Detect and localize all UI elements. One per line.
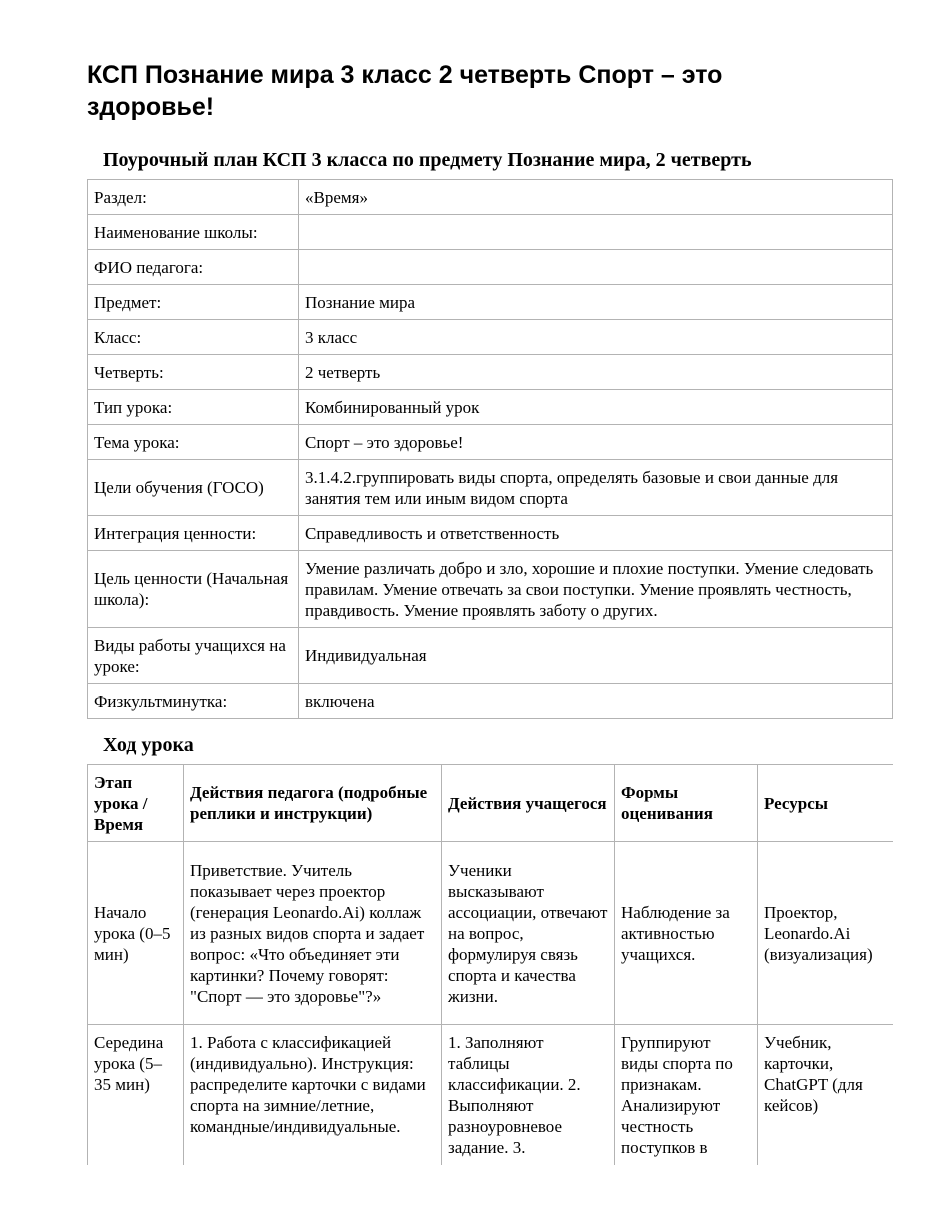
info-value: Индивидуальная <box>299 628 893 684</box>
plan-heading: Поурочный план КСП 3 класса по предмету Познание мира, 2 четверть <box>103 149 752 171</box>
info-value: «Время» <box>299 180 893 215</box>
student-actions-cell: Ученики высказывают ассоциации, отвечают на вопрос, формулируя связь спорта и качества жизни. <box>442 842 615 1025</box>
info-value: включена <box>299 684 893 719</box>
teacher-actions-cell: 1. Работа с классификацией (индивидуально). Инструкция: распределите карточки с видами спорта на зимние/летние, командные/индивидуальные. <box>184 1025 442 1166</box>
info-key: Класс: <box>88 320 299 355</box>
info-value <box>299 250 893 285</box>
info-key: Раздел: <box>88 180 299 215</box>
info-key: Четверть: <box>88 355 299 390</box>
column-header-student-actions: Действия учащегося <box>442 765 615 842</box>
info-value <box>299 215 893 250</box>
info-row <box>88 551 893 628</box>
lesson-progress-heading: Ход урока <box>103 734 194 756</box>
assessment-cell: Наблюдение за активностью учащихся. <box>615 842 758 1025</box>
student-actions-cell: 1. Заполняют таблицы классификации. 2. Выполняют разноуровневое задание. 3. <box>442 1025 615 1166</box>
info-row <box>88 285 893 320</box>
info-key: Тип урока: <box>88 390 299 425</box>
info-row <box>88 684 893 719</box>
lesson-progress-table <box>87 764 893 1165</box>
resources-cell: Учебник, карточки, ChatGPT (для кейсов) <box>758 1025 894 1166</box>
column-header-stage: Этап урока / Время <box>88 765 184 842</box>
info-value: 2 четверть <box>299 355 893 390</box>
table-header-row <box>88 765 894 842</box>
info-value: Справедливость и ответственность <box>299 516 893 551</box>
resources-cell: Проектор, Leonardo.Ai (визуализация) <box>758 842 894 1025</box>
info-row <box>88 425 893 460</box>
table-row <box>88 1025 894 1166</box>
info-value: 3 класс <box>299 320 893 355</box>
lesson-table-container <box>87 764 893 1165</box>
info-key: Предмет: <box>88 285 299 320</box>
info-value: 3.1.4.2.группировать виды спорта, определять базовые и свои данные для занятия тем или иным видом спорта <box>299 460 893 516</box>
lesson-info-table <box>87 179 893 719</box>
info-key: Цель ценности (Начальная школа): <box>88 551 299 628</box>
info-key: ФИО педагога: <box>88 250 299 285</box>
teacher-actions-cell: Приветствие. Учитель показывает через проектор (генерация Leonardo.Ai) коллаж из разных видов спорта и задает вопрос: «Что объединяет эти картинки? Почему говорят: "Спорт — это здоровье"?» <box>184 842 442 1025</box>
column-header-assessment: Формы оценивания <box>615 765 758 842</box>
info-row <box>88 355 893 390</box>
info-key: Виды работы учащихся на уроке: <box>88 628 299 684</box>
info-key: Цели обучения (ГОСО) <box>88 460 299 516</box>
info-value: Спорт – это здоровье! <box>299 425 893 460</box>
info-key: Наименование школы: <box>88 215 299 250</box>
info-row <box>88 460 893 516</box>
table-row <box>88 842 894 1025</box>
column-header-teacher-actions: Действия педагога (подробные реплики и инструкции) <box>184 765 442 842</box>
assessment-cell: Группируют виды спорта по признакам. Анализируют честность поступков в <box>615 1025 758 1166</box>
stage-cell: Середина урока (5–35 мин) <box>88 1025 184 1166</box>
info-row <box>88 516 893 551</box>
info-row <box>88 390 893 425</box>
info-row <box>88 628 893 684</box>
document-title: КСП Познание мира 3 класс 2 четверть Спорт – это здоровье! <box>87 61 723 121</box>
column-header-resources: Ресурсы <box>758 765 894 842</box>
info-row <box>88 180 893 215</box>
info-value: Комбинированный урок <box>299 390 893 425</box>
info-row <box>88 215 893 250</box>
info-key: Интеграция ценности: <box>88 516 299 551</box>
info-value: Познание мира <box>299 285 893 320</box>
info-value: Умение различать добро и зло, хорошие и плохие поступки. Умение следовать правилам. Умение отвечать за свои поступки. Умение проявлять честность, правдивость. Умение проявлять заботу о других. <box>299 551 893 628</box>
info-row <box>88 320 893 355</box>
info-row <box>88 250 893 285</box>
info-key: Физкультминутка: <box>88 684 299 719</box>
stage-cell: Начало урока (0–5 мин) <box>88 842 184 1025</box>
info-key: Тема урока: <box>88 425 299 460</box>
